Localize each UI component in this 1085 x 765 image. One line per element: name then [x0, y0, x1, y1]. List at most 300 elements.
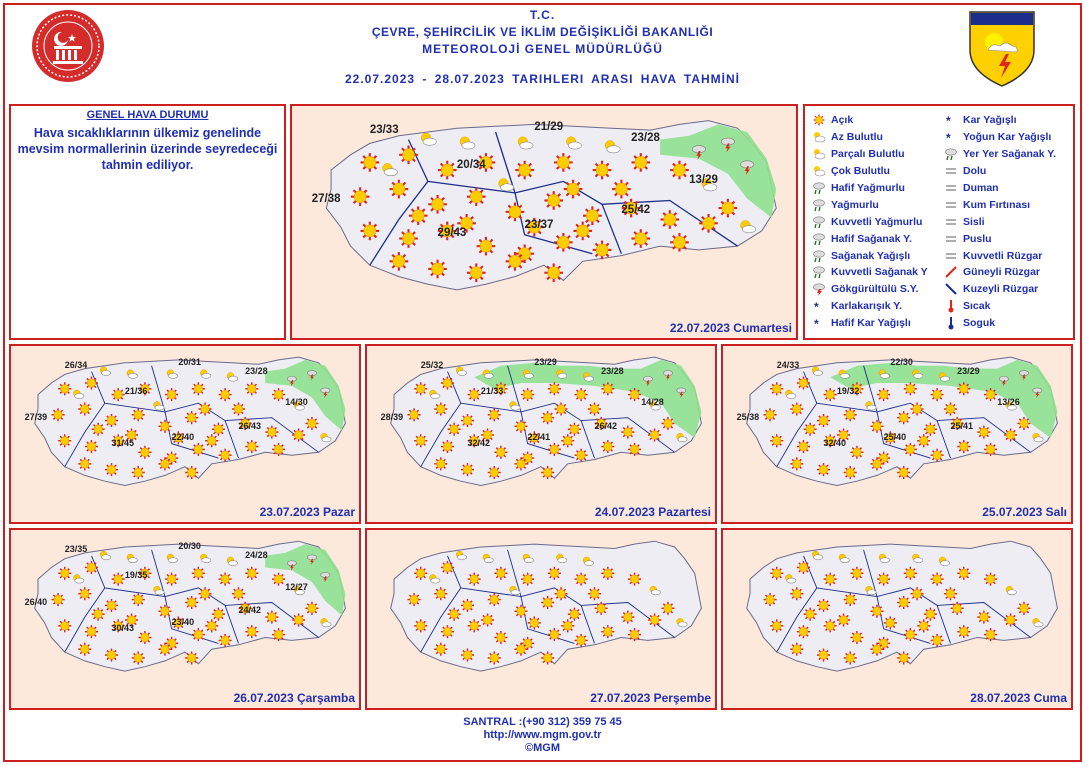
light-shower-icon	[812, 232, 826, 246]
sun-icon	[92, 423, 105, 436]
sun-icon	[219, 449, 232, 462]
sun-icon	[957, 382, 970, 395]
sun-icon	[575, 449, 588, 462]
legend-label: Dolu	[963, 165, 987, 178]
sun-icon	[414, 382, 427, 395]
sun-icon	[601, 382, 614, 395]
sun-icon	[132, 593, 145, 606]
map-date-label: 28.07.2023 Cuma	[970, 691, 1067, 705]
sun-icon	[514, 643, 527, 656]
sun-icon	[467, 187, 486, 206]
legend-item	[812, 163, 928, 180]
legend-label: Gökgürültülü S.Y.	[831, 283, 919, 296]
general-weather-title: GENEL HAVA DURUMU	[86, 109, 209, 121]
header-forecast-period: 22.07.2023 - 28.07.2023 TARIHLERI ARASI HAVA TAHMİNİ	[345, 72, 740, 86]
sun-icon	[588, 587, 601, 600]
sun-icon	[78, 643, 91, 656]
temp-label: 23/37	[524, 219, 554, 232]
sun-icon	[877, 388, 890, 401]
sun-icon	[984, 388, 997, 401]
south-wind-icon	[944, 265, 958, 279]
sun-icon	[957, 440, 970, 453]
legend-item	[812, 129, 928, 146]
sun-icon	[824, 573, 837, 586]
sun-icon	[931, 449, 944, 462]
legend-label: Soguk	[963, 317, 996, 330]
sun-icon	[265, 611, 278, 624]
sun-icon	[790, 587, 803, 600]
sun-icon	[85, 625, 98, 638]
sun-icon	[461, 414, 474, 427]
sun-icon	[548, 628, 561, 641]
footer	[0, 716, 1085, 755]
legend-label: Sıcak	[963, 300, 991, 313]
sun-icon	[488, 593, 501, 606]
map-day-23-07	[9, 344, 361, 524]
sun-icon	[477, 237, 496, 256]
sun-icon	[817, 649, 830, 662]
temp-label: 23/29	[534, 357, 557, 368]
sun-icon	[812, 113, 826, 127]
sun-icon	[105, 414, 118, 427]
sun-icon	[92, 608, 105, 621]
sun-icon	[265, 426, 278, 439]
sun-icon	[621, 611, 634, 624]
sun-icon	[817, 599, 830, 612]
sun-icon	[488, 651, 501, 664]
sun-icon	[481, 613, 494, 626]
legend-item	[812, 315, 928, 332]
smoke-icon	[944, 181, 958, 195]
sun-icon	[770, 619, 783, 632]
sun-icon	[414, 434, 427, 447]
sun-icon	[85, 440, 98, 453]
turkey-map	[367, 530, 715, 708]
sun-icon	[917, 619, 930, 632]
legend-item	[944, 213, 1056, 230]
sun-icon	[555, 587, 568, 600]
sun-icon	[52, 593, 65, 606]
sun-icon	[1004, 428, 1017, 441]
temp-label: 25/40	[883, 432, 907, 443]
sun-icon	[844, 408, 857, 421]
sun-icon	[628, 628, 641, 641]
sun-icon	[984, 628, 997, 641]
footer-phone: SANTRAL :(+90 312) 359 75 45	[463, 716, 622, 728]
sun-icon	[595, 602, 608, 615]
sun-icon	[52, 408, 65, 421]
sun-icon	[434, 457, 447, 470]
sun-icon	[58, 567, 71, 580]
sun-icon	[361, 153, 380, 172]
sun-icon	[1004, 613, 1017, 626]
sun-icon	[924, 423, 937, 436]
sun-icon	[78, 587, 91, 600]
cold-icon	[944, 316, 958, 330]
rain-icon	[812, 198, 826, 212]
sun-icon	[399, 146, 418, 165]
sun-icon	[544, 191, 563, 210]
sun-icon	[544, 263, 563, 282]
legend-label: Yağmurlu	[831, 198, 879, 211]
sun-icon	[844, 651, 857, 664]
legend-label: Sağanak Yağışlı	[831, 249, 911, 262]
legend-item	[812, 264, 928, 281]
general-weather-text: Hava sıcaklıklarının ülkemiz genelinde mevsim normallerinin üzerinde seyredeceği tahmin ediliyor.	[17, 126, 278, 172]
sun-icon	[468, 573, 481, 586]
heavy-snow-icon	[944, 130, 958, 144]
sun-icon	[770, 567, 783, 580]
light-rain-icon	[812, 181, 826, 195]
sun-icon	[305, 417, 318, 430]
sun-icon	[132, 651, 145, 664]
sun-icon	[575, 573, 588, 586]
legend-item	[812, 180, 928, 197]
temp-label: 13/29	[689, 173, 718, 186]
temp-label: 23/29	[957, 365, 980, 376]
map-day-28-07	[721, 528, 1073, 710]
sun-icon	[984, 443, 997, 456]
temp-label: 23/28	[631, 131, 660, 144]
sun-icon	[628, 443, 641, 456]
sun-icon	[434, 587, 447, 600]
sun-icon	[514, 605, 527, 618]
temp-label: 19/35	[124, 570, 148, 581]
temp-label: 32/40	[823, 437, 847, 448]
temp-label: 31/45	[111, 437, 135, 448]
sun-icon	[837, 613, 850, 626]
sun-icon	[660, 210, 679, 229]
temp-label: 25/42	[621, 204, 651, 217]
temp-label: 26/40	[24, 596, 48, 607]
legend-label: Kuvvetli Sağanak Y	[831, 266, 928, 279]
sun-icon	[817, 414, 830, 427]
sun-icon	[797, 377, 810, 390]
map-date-label: 22.07.2023 Cumartesi	[669, 321, 792, 335]
sun-icon	[245, 567, 258, 580]
sun-icon	[561, 619, 574, 632]
sun-icon	[85, 561, 98, 574]
temp-label: 22/41	[527, 432, 551, 443]
snow-icon	[944, 113, 958, 127]
sun-icon	[305, 602, 318, 615]
legend-label: Kuzeyli Rüzgar	[963, 283, 1039, 296]
sun-icon	[245, 440, 258, 453]
sun-icon	[573, 222, 592, 241]
sun-icon	[870, 457, 883, 470]
sun-icon	[904, 567, 917, 580]
legend-item	[944, 247, 1056, 264]
sun-icon	[850, 446, 863, 459]
sun-icon	[957, 567, 970, 580]
sun-icon	[132, 408, 145, 421]
sun-icon	[601, 440, 614, 453]
sun-icon	[441, 377, 454, 390]
temp-label: 21/33	[480, 385, 504, 396]
map-date-label: 24.07.2023 Pazartesi	[594, 505, 711, 519]
sun-icon	[924, 608, 937, 621]
header	[0, 8, 1085, 86]
sun-icon	[441, 625, 454, 638]
sun-icon	[897, 411, 910, 424]
legend-right-column	[944, 112, 1056, 332]
legend-item	[944, 230, 1056, 247]
sun-icon	[292, 428, 305, 441]
sun-icon	[824, 388, 837, 401]
sun-icon	[408, 408, 421, 421]
legend-item	[944, 146, 1056, 163]
sun-icon	[105, 463, 118, 476]
sun-icon	[870, 605, 883, 618]
legend-label: Çok Bulutlu	[831, 165, 890, 178]
sun-icon	[219, 634, 232, 647]
sun-icon	[911, 587, 924, 600]
footer-url[interactable]: http://www.mgm.gov.tr	[483, 729, 602, 741]
map-date-label: 23.07.2023 Pazar	[259, 505, 355, 519]
sun-icon	[817, 463, 830, 476]
sun-icon	[931, 573, 944, 586]
sun-icon	[770, 382, 783, 395]
legend-item	[812, 298, 928, 315]
sun-icon	[1017, 602, 1030, 615]
sun-icon	[494, 631, 507, 644]
sun-icon	[132, 466, 145, 479]
sun-icon	[548, 443, 561, 456]
temp-label: 19/32	[836, 385, 860, 396]
sun-icon	[670, 161, 689, 180]
sun-icon	[917, 434, 930, 447]
temp-label: 13/26	[997, 397, 1020, 408]
sun-icon	[621, 426, 634, 439]
legend-label: Açık	[831, 114, 854, 127]
sun-icon	[931, 388, 944, 401]
sun-icon	[245, 382, 258, 395]
sun-icon	[764, 408, 777, 421]
legend-item	[812, 247, 928, 264]
sun-icon	[977, 611, 990, 624]
general-weather-panel	[9, 104, 286, 340]
legend-label: Karlakarışık Y.	[831, 300, 903, 313]
sun-icon	[904, 628, 917, 641]
header-ministry: ÇEVRE, ŞEHİRCİLİK VE İKLİM DEĞİŞİKLİĞİ BAKANLIĞI	[371, 25, 714, 39]
legend-label: Güneyli Rüzgar	[963, 266, 1041, 279]
sun-icon	[514, 457, 527, 470]
sun-icon	[441, 561, 454, 574]
sun-icon	[877, 573, 890, 586]
legend-item	[812, 112, 928, 129]
sun-icon	[199, 402, 212, 415]
sun-icon	[468, 619, 481, 632]
strong-wind-icon	[944, 249, 958, 263]
sun-icon	[292, 613, 305, 626]
sun-icon	[434, 643, 447, 656]
sun-icon	[78, 402, 91, 415]
sun-icon	[158, 457, 171, 470]
sun-icon	[797, 440, 810, 453]
sun-icon	[628, 573, 641, 586]
map-day-24-07	[365, 344, 717, 524]
haze-icon	[944, 232, 958, 246]
sun-icon	[272, 573, 285, 586]
sun-icon	[158, 420, 171, 433]
sun-icon	[931, 634, 944, 647]
temp-label: 30/43	[111, 622, 135, 633]
svg-text:*: *	[946, 114, 951, 128]
sun-icon	[185, 651, 198, 664]
sun-icon	[797, 561, 810, 574]
map-day-25-07	[721, 344, 1073, 524]
sun-icon	[514, 420, 527, 433]
sun-icon	[844, 593, 857, 606]
sun-icon	[272, 388, 285, 401]
sun-icon	[399, 229, 418, 248]
temp-label: 24/28	[245, 549, 268, 560]
legend-label: Sisli	[963, 215, 985, 228]
temp-label: 27/39	[24, 411, 48, 422]
sun-icon	[628, 388, 641, 401]
sun-icon	[568, 608, 581, 621]
sun-icon	[661, 602, 674, 615]
sun-icon	[555, 402, 568, 415]
legend-label: Hafif Sağanak Y.	[831, 232, 912, 245]
temp-label: 25/38	[736, 411, 760, 422]
sun-icon	[897, 596, 910, 609]
sun-icon	[461, 463, 474, 476]
sun-icon	[850, 631, 863, 644]
legend-label: Hafif Yağmurlu	[831, 182, 905, 194]
header-tc: T.C.	[529, 8, 556, 22]
sun-icon	[670, 233, 689, 252]
temp-label: 22/30	[890, 357, 913, 368]
heavy-shower-icon	[812, 265, 826, 279]
sun-icon	[541, 411, 554, 424]
sun-icon	[138, 446, 151, 459]
map-main-22-07	[290, 104, 798, 340]
sun-icon	[158, 643, 171, 656]
legend-item	[944, 196, 1056, 213]
temp-label: 23/40	[171, 617, 195, 628]
heavy-rain-icon	[812, 215, 826, 229]
svg-text:*: *	[946, 131, 951, 145]
sun-icon	[564, 180, 583, 199]
sun-icon	[506, 252, 525, 271]
sun-icon	[764, 593, 777, 606]
sun-icon	[438, 161, 457, 180]
sun-icon	[790, 457, 803, 470]
sun-icon	[648, 428, 661, 441]
legend-label: Yer Yer Sağanak Y.	[963, 148, 1057, 161]
sun-icon	[138, 631, 151, 644]
sun-icon	[245, 625, 258, 638]
sun-icon	[165, 388, 178, 401]
light-snow-icon	[812, 316, 826, 330]
sun-icon	[612, 180, 631, 199]
sun-icon	[494, 567, 507, 580]
sun-icon	[448, 423, 461, 436]
legend-label: Hafif Kar Yağışlı	[831, 317, 911, 330]
legend-label: Parçalı Bulutlu	[831, 148, 905, 161]
temp-label: 23/28	[245, 365, 268, 376]
sun-icon	[541, 466, 554, 479]
sun-icon	[870, 420, 883, 433]
sun-icon	[568, 423, 581, 436]
sun-icon	[541, 651, 554, 664]
shower-icon	[812, 249, 826, 263]
sun-icon	[351, 187, 370, 206]
sun-icon	[897, 466, 910, 479]
cloudy-icon	[812, 164, 826, 178]
sun-icon	[58, 382, 71, 395]
sun-icon	[904, 443, 917, 456]
sun-icon	[441, 440, 454, 453]
legend-item	[944, 264, 1056, 281]
map-day-27-07	[365, 528, 717, 710]
legend-item	[812, 196, 928, 213]
sun-icon	[601, 567, 614, 580]
sun-icon	[205, 619, 218, 632]
hot-icon	[944, 299, 958, 313]
sun-icon	[219, 573, 232, 586]
sun-icon	[219, 388, 232, 401]
thunderstorm-icon	[812, 282, 826, 296]
sun-icon	[521, 573, 534, 586]
legend-item	[812, 230, 928, 247]
sun-icon	[428, 260, 447, 279]
sun-icon	[212, 423, 225, 436]
temp-label: 26/34	[64, 359, 88, 370]
sun-icon	[272, 443, 285, 456]
sun-icon	[541, 596, 554, 609]
temp-label: 20/34	[456, 158, 486, 171]
sun-icon	[515, 161, 534, 180]
sun-icon	[448, 608, 461, 621]
sun-icon	[944, 587, 957, 600]
temp-label: 24/42	[238, 605, 261, 616]
temp-label: 25/41	[950, 420, 973, 431]
sun-icon	[212, 608, 225, 621]
map-date-label: 27.07.2023 Perşembe	[590, 691, 711, 705]
sun-icon	[272, 628, 285, 641]
sun-icon	[112, 573, 125, 586]
sun-icon	[506, 203, 525, 222]
legend-label: Az Bulutlu	[831, 131, 883, 144]
sun-icon	[105, 599, 118, 612]
temp-label: 28/39	[380, 411, 404, 422]
sun-icon	[561, 434, 574, 447]
sun-icon	[850, 567, 863, 580]
temp-label: 23/33	[369, 124, 399, 137]
sun-icon	[185, 466, 198, 479]
legend-label: Kuvvetli Rüzgar	[963, 249, 1043, 262]
sun-icon	[1017, 417, 1030, 430]
temp-label: 22/40	[171, 432, 195, 443]
temp-label: 23/35	[64, 544, 88, 555]
legend-item	[944, 281, 1056, 298]
legend-label: Puslu	[963, 232, 992, 245]
sun-icon	[408, 593, 421, 606]
sun-icon	[593, 161, 612, 180]
sun-icon	[984, 573, 997, 586]
sun-icon	[494, 446, 507, 459]
legend-label: Kar Yağışlı	[963, 114, 1017, 127]
sun-icon	[548, 567, 561, 580]
sleet-icon	[812, 299, 826, 313]
sun-icon	[185, 596, 198, 609]
legend-item	[812, 146, 928, 163]
sun-icon	[192, 382, 205, 395]
sun-icon	[790, 643, 803, 656]
sun-icon	[58, 619, 71, 632]
